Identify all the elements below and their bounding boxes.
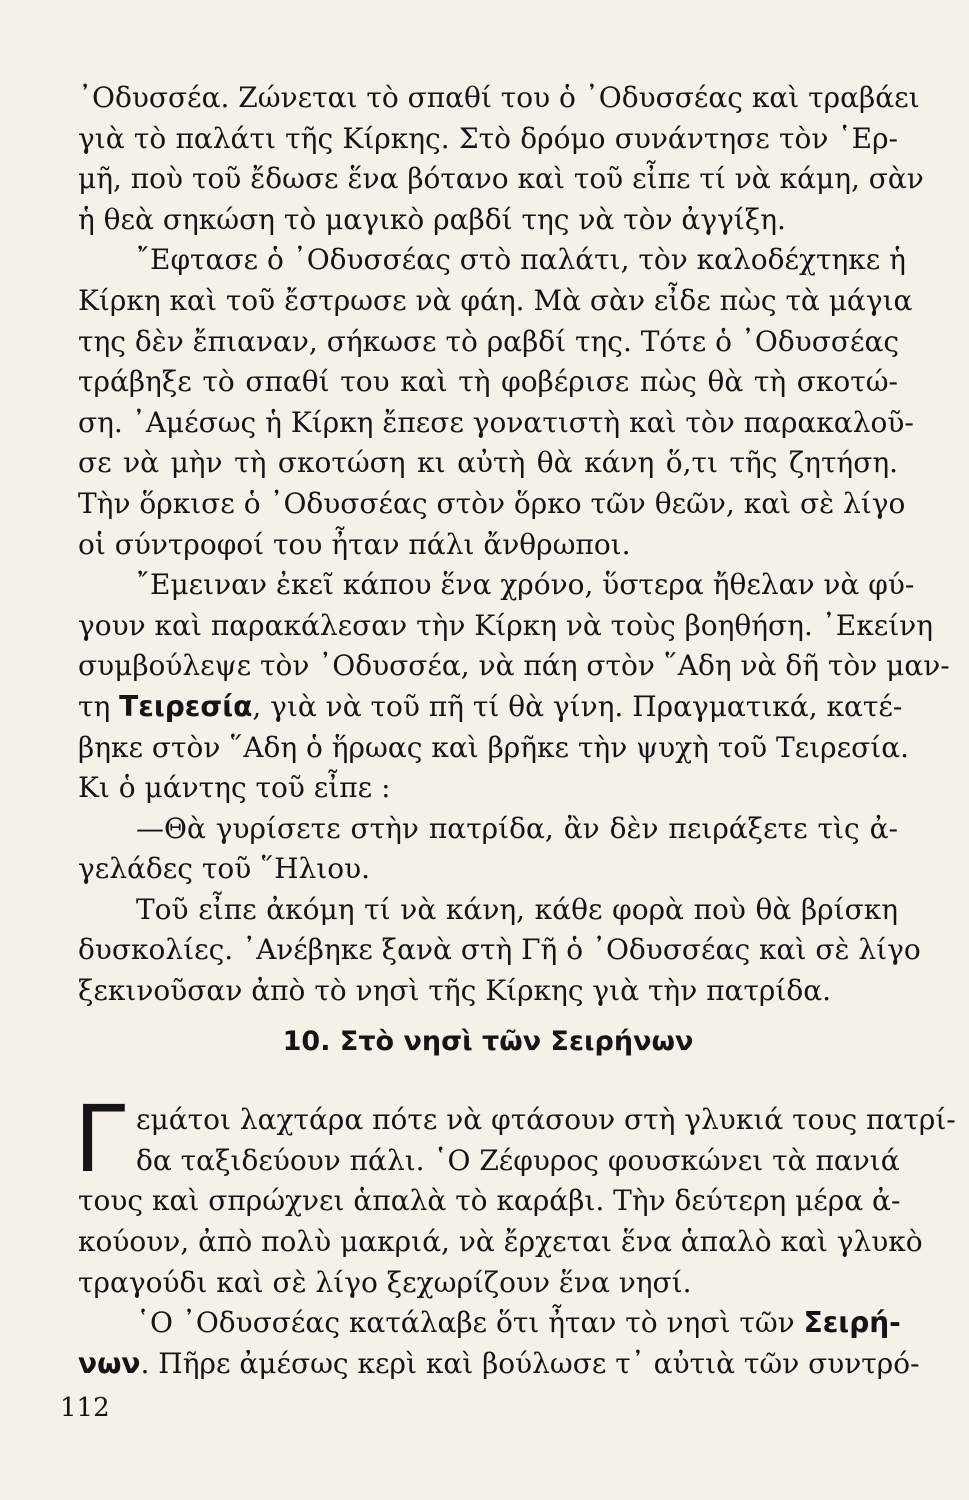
bold-name-sirens-cont: νων [78, 1346, 141, 1380]
text-line: βηκε στὸν ῞Αδη ὁ ἥρωας καὶ βρῆκε τὴν ψυχὴ τοῦ Τειρεσία. [78, 730, 910, 764]
text-line: οἱ σύντροφοί του ἦταν πάλι ἄνθρωποι. [78, 527, 631, 561]
bold-name-sirens: Σειρή- [803, 1306, 901, 1340]
text-line: τους καὶ σπρώχνει ἁπαλὰ τὸ καράβι. Τὴν δεύτερη μέρα ἀ- [78, 1184, 901, 1218]
paragraph-3 [78, 565, 950, 809]
text-line [78, 687, 903, 728]
drop-cap: Γ [74, 1086, 126, 1194]
text-line: εμάτοι λαχτάρα πότε νὰ φτάσουν στὴ γλυκιά τους πατρί- [136, 1103, 956, 1137]
text-line: μῆ, ποὺ τοῦ ἔδωσε ἕνα βότανο καὶ τοῦ εἶπε τί νὰ κάμη, σὰν [78, 162, 924, 196]
text-line: Κι ὁ μάντης τοῦ εἶπε : [78, 771, 391, 805]
text-line: δα ταξιδεύουν πάλι. ῾Ο Ζέφυρος φουσκώνει τὰ πανιά [136, 1143, 900, 1177]
text-line: ἡ θεὰ σηκώση τὸ μαγικὸ ραβδί της νὰ τὸν ἀγγίξη. [78, 202, 786, 236]
paragraph-6 [74, 1086, 956, 1303]
text-line: ᾿Οδυσσέα. Ζώνεται τὸ σπαθί του ὁ ᾿Οδυσσέας καὶ τραβάει [78, 81, 920, 114]
bold-name-teiresias: Τειρεσία [119, 689, 253, 723]
text-line: γουν καὶ παρακάλεσαν τὴν Κίρκη νὰ τοὺς βοηθήση. ᾿Εκείνη [78, 608, 933, 642]
body-text [74, 78, 956, 1384]
text-line: ῎Εφτασε ὁ ᾿Οδυσσέας στὸ παλάτι, τὸν καλοδέχτηκε ἡ [136, 243, 906, 277]
text-fragment: , γιὰ νὰ τοῦ πῆ τί θὰ γίνη. Πραγματικά, κατέ- [252, 689, 903, 723]
text-line: τράβηξε τὸ σπαθί του καὶ τὴ φοβέρισε πὼς θὰ τὴ σκοτώ- [78, 365, 898, 399]
chapter-heading: 10. Στὸ νησὶ τῶν Σειρήνων [282, 1025, 694, 1057]
text-line: της δὲν ἔπιαναν, σήκωσε τὸ ραβδί της. Τότε ὁ ᾿Οδυσσέας [78, 324, 900, 358]
text-line: σε νὰ μὴν τὴ σκοτώση κι αὐτὴ θὰ κάνη ὅ,τι τῆς ζητήση. [78, 446, 898, 480]
text-line: δυσκολίες. ᾿Ανέβηκε ξανὰ στὴ Γῆ ὁ ᾿Οδυσσέας καὶ σὲ λίγο [78, 933, 921, 967]
text-line [78, 1344, 920, 1385]
text-line: γελάδες τοῦ ῞Ηλιου. [78, 852, 371, 886]
paragraph-5 [78, 890, 921, 1012]
text-line: κούουν, ἀπὸ πολὺ μακριά, νὰ ἔρχεται ἕνα ἁπαλὸ καὶ γλυκὸ [78, 1225, 923, 1259]
text-line: Τὴν ὅρκισε ὁ ᾿Οδυσσέας στὸν ὅρκο τῶν θεῶν, καὶ σὲ λίγο [78, 486, 906, 520]
text-fragment: . Πῆρε ἀμέσως κερὶ καὶ βούλωσε τ᾿ αὐτιὰ τῶν συντρό- [140, 1346, 920, 1380]
text-line: τραγούδι καὶ σὲ λίγο ξεχωρίζουν ἕνα νησί. [78, 1265, 692, 1299]
paragraph-2 [78, 240, 914, 565]
paragraph-1 [78, 78, 924, 240]
text-line: ξεκινοῦσαν ἀπὸ τὸ νησὶ τῆς Κίρκης γιὰ τὴν πατρίδα. [78, 974, 832, 1008]
page-number: 112 [60, 1393, 110, 1423]
text-line: ῎Εμειναν ἐκεῖ κάπου ἕνα χρόνο, ὕστερα ἤθελαν νὰ φύ- [136, 568, 915, 602]
text-line: Κίρκη καὶ τοῦ ἔστρωσε νὰ φάη. Μὰ σὰν εἶδε πὼς τὰ μάγια [78, 283, 913, 317]
paragraph-4 [78, 809, 898, 890]
text-line: γιὰ τὸ παλάτι τῆς Κίρκης. Στὸ δρόμο συνάντησε τὸν ῾Ερ- [78, 121, 898, 155]
text-line [78, 1303, 901, 1344]
text-line: συμβούλεψε τὸν ᾿Οδυσσέα, νὰ πάη στὸν ῞Αδη νὰ δῆ τὸν μαν- [78, 649, 950, 683]
text-line: ση. ᾿Αμέσως ἡ Κίρκη ἔπεσε γονατιστὴ καὶ τὸν παρακαλοῦ- [78, 405, 914, 439]
text-fragment: ῾Ο ᾿Οδυσσέας κατάλαβε ὅτι ἦταν τὸ νησὶ τῶν [136, 1306, 804, 1340]
paragraph-7 [78, 1303, 920, 1384]
text-line: —Θὰ γυρίσετε στὴν πατρίδα, ἂν δὲν πειράξετε τὶς ἀ- [136, 811, 898, 845]
text-fragment: τη [78, 689, 120, 723]
text-line: Τοῦ εἶπε ἀκόμη τί νὰ κάνη, κάθε φορὰ ποὺ θὰ βρίσκη [136, 892, 898, 926]
